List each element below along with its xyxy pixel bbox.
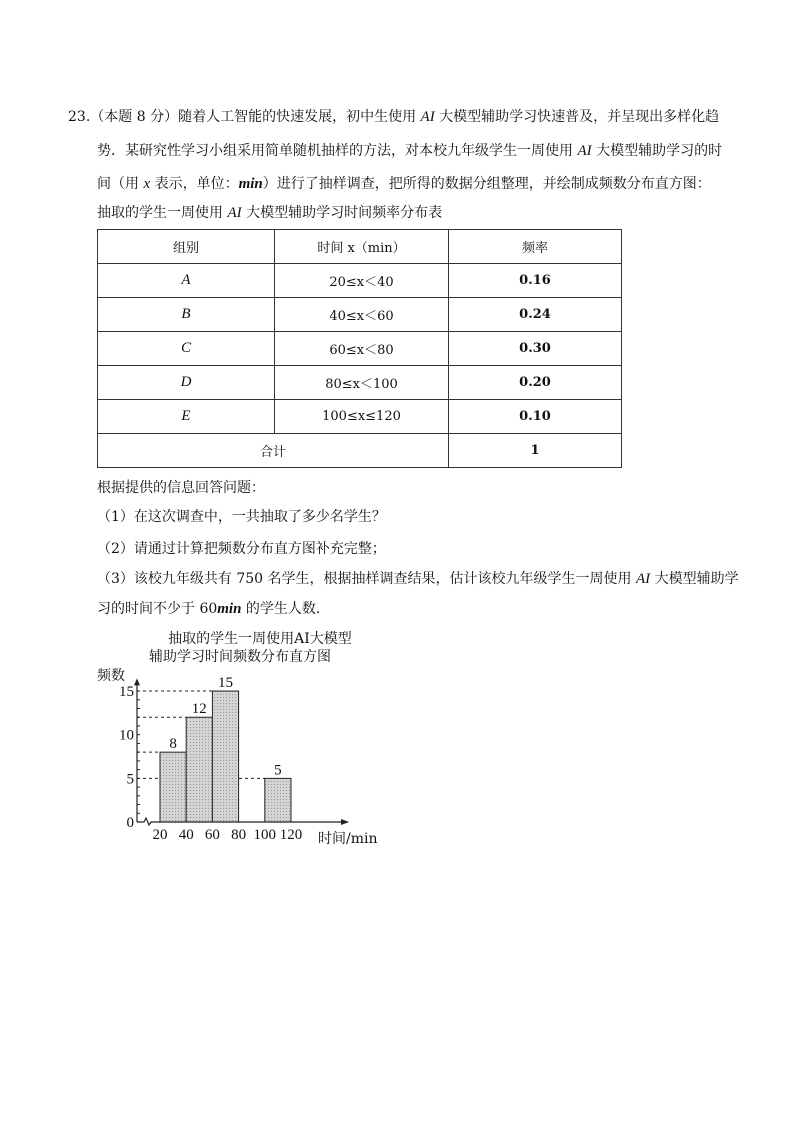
- histogram-bar: [212, 691, 238, 822]
- total-value: 1: [449, 434, 622, 468]
- text: AI: [227, 205, 242, 221]
- histogram-bar: [265, 778, 291, 822]
- cell: 0.20: [449, 366, 622, 400]
- text: 势．某研究性学习小组采用简单随机抽样的方法，对本校九年级学生一周使用: [97, 143, 578, 159]
- text: 大模型辅助学习时间频率分布表: [241, 205, 443, 221]
- text: ）进行了抽样调查，把所得的数据分组整理，并绘制成频数分布直方图：: [262, 176, 711, 192]
- y-axis-arrow-icon: [134, 678, 140, 685]
- y-tick-label: 15: [119, 684, 134, 701]
- total-label: 合计: [98, 434, 449, 468]
- cell: E: [98, 400, 275, 434]
- x-tick-label: 60: [204, 827, 220, 843]
- cell: 0.16: [449, 264, 622, 298]
- text: 大模型辅助学习快速普及，并呈现出多样化趋: [434, 109, 720, 125]
- bar-value-label: 15: [218, 675, 233, 692]
- text: min: [217, 601, 242, 617]
- cell: 100≤x≤120: [275, 400, 449, 434]
- text: 抽取的学生一周使用: [97, 205, 228, 221]
- cell: C: [98, 332, 275, 366]
- cell: 0.30: [449, 332, 622, 366]
- header-cell: 时间 x（min）: [275, 230, 449, 264]
- y-tick-label: 5: [126, 771, 134, 788]
- cell: B: [98, 298, 275, 332]
- cell: 40≤x＜60: [275, 298, 449, 332]
- x-tick-label: 100: [253, 827, 277, 843]
- bar-value-label: 5: [274, 762, 282, 779]
- text: AI: [635, 571, 651, 587]
- text: x: [143, 176, 151, 192]
- text: AI: [577, 143, 592, 159]
- cell: 60≤x＜80: [275, 332, 449, 366]
- histogram-bar: [160, 752, 186, 822]
- y-axis-label: 频数: [97, 668, 125, 684]
- text: 表示，单位：: [150, 176, 239, 192]
- prompt: 根据提供的信息回答问题：: [97, 480, 265, 496]
- bar-value-label: 8: [169, 736, 177, 753]
- text: 间（用: [97, 176, 144, 192]
- cell: 80≤x＜100: [275, 366, 449, 400]
- x-tick-label: 40: [178, 827, 194, 843]
- y-tick-label: 0: [126, 815, 134, 831]
- x-tick-label: 80: [231, 827, 247, 843]
- header-cell: 频率: [449, 230, 622, 264]
- text: min: [238, 176, 263, 192]
- text: 大模型辅助学: [650, 571, 739, 587]
- x-axis-label: 时间/min: [318, 831, 378, 847]
- x-tick-label: 120: [279, 827, 303, 843]
- x-tick-label: 20: [152, 827, 168, 843]
- x-axis-arrow-icon: [341, 819, 349, 825]
- chart-title-1: 抽取的学生一周使用AI大模型: [168, 631, 352, 647]
- text: （3）该校九年级共有 750 名学生，根据抽样调查结果，估计该校九年级学生一周使用: [97, 571, 636, 587]
- cell: 0.10: [449, 400, 622, 434]
- histogram-bar: [186, 717, 212, 822]
- text: 习的时间不少于 60: [97, 601, 218, 617]
- cell: D: [98, 366, 275, 400]
- text: 大模型辅助学习的时: [591, 143, 723, 159]
- cell: 20≤x＜40: [275, 264, 449, 298]
- text: 23.（本题 8 分）随着人工智能的快速发展，初中生使用: [68, 109, 421, 125]
- question-1: （1）在这次调查中，一共抽取了多少名学生？: [97, 509, 386, 525]
- text: AI: [420, 109, 435, 125]
- y-tick-label: 10: [119, 727, 134, 744]
- chart-title-2: 辅助学习时间频数分布直方图: [149, 649, 331, 665]
- question-2: （2）请通过计算把频数分布直方图补充完整；: [97, 541, 386, 557]
- text: 的学生人数．: [241, 601, 330, 617]
- cell: A: [98, 264, 275, 298]
- bar-value-label: 12: [191, 701, 207, 718]
- cell: 0.24: [449, 298, 622, 332]
- header-cell: 组别: [98, 230, 275, 264]
